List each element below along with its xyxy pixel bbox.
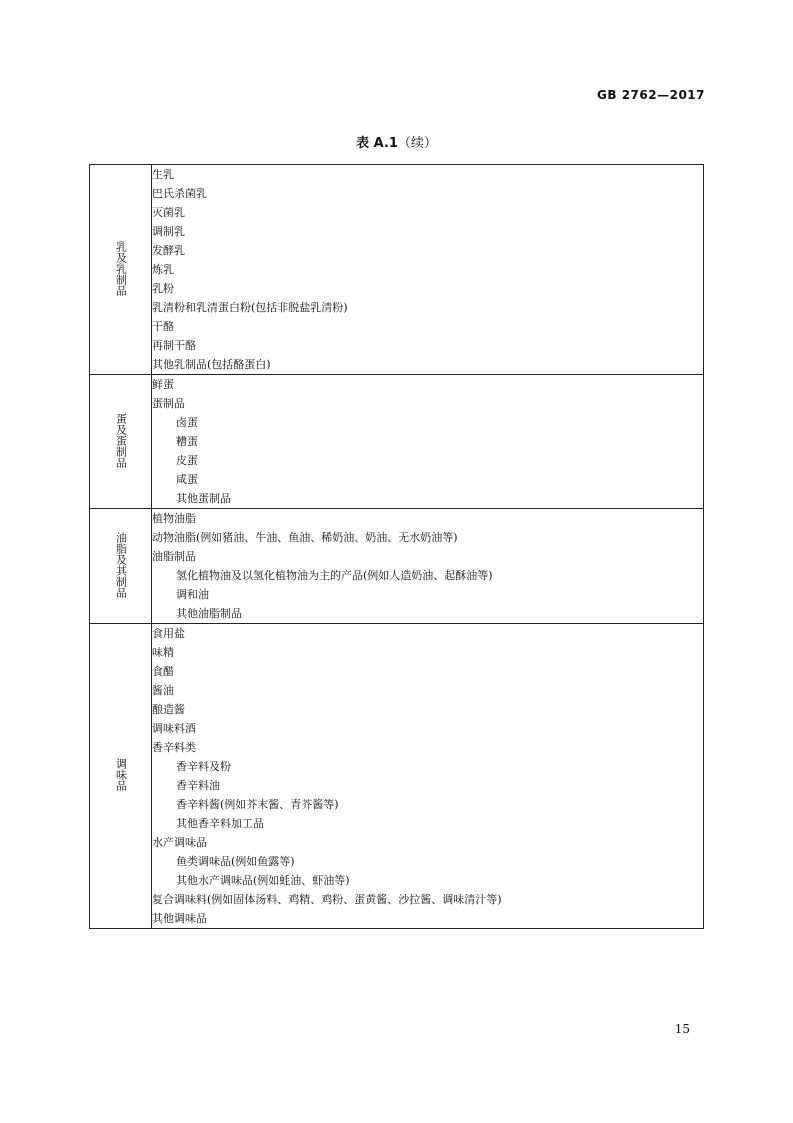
standard-code: GB 2762—2017 (597, 88, 705, 102)
list-item: 动物油脂(例如猪油、牛油、鱼油、稀奶油、奶油、无水奶油等) (152, 531, 458, 544)
list-item: 其他调味品 (152, 912, 207, 925)
list-item: 香辛料类 (152, 741, 196, 754)
category-cell (90, 509, 152, 624)
category-label: 油脂及其制品 (114, 531, 128, 598)
category-label: 乳及乳制品 (114, 240, 128, 296)
list-item: 酿造酱 (152, 703, 185, 716)
list-item: 复合调味料(例如固体汤料、鸡精、鸡粉、蛋黄酱、沙拉酱、调味清汁等) (152, 893, 502, 906)
sub-item: 香辛料及粉 (176, 760, 231, 773)
category-cell (90, 375, 152, 509)
list-item: 水产调味品 (152, 836, 207, 849)
sub-item: 氢化植物油及以氢化植物油为主的产品(例如人造奶油、起酥油等) (176, 569, 493, 582)
list-item: 再制干酪 (152, 339, 196, 352)
sub-item: 糟蛋 (176, 435, 198, 448)
sub-item: 调和油 (176, 588, 209, 601)
list-item: 其他乳制品(包括酪蛋白) (152, 358, 271, 371)
table-title-suffix: （续） (397, 136, 437, 151)
sub-item: 香辛料酱(例如芥末酱、青芥酱等) (176, 798, 339, 811)
sub-item: 鱼类调味品(例如鱼露等) (176, 855, 295, 868)
category-label: 蛋及蛋制品 (114, 412, 128, 468)
sub-item: 皮蛋 (176, 454, 198, 467)
table-title-label: 表 A.1 (356, 136, 398, 151)
items-cell (152, 509, 704, 624)
table-row (90, 165, 704, 375)
sub-item: 其他油脂制品 (176, 607, 242, 620)
sub-item: 香辛料油 (176, 779, 220, 792)
list-item: 调制乳 (152, 225, 185, 238)
table-body (90, 165, 704, 929)
food-category-table (89, 164, 704, 929)
list-item: 乳粉 (152, 282, 174, 295)
items-cell (152, 165, 704, 375)
sub-item: 其他蛋制品 (176, 492, 231, 505)
table-row (90, 624, 704, 929)
list-item: 灭菌乳 (152, 206, 185, 219)
list-item: 乳清粉和乳清蛋白粉(包括非脱盐乳清粉) (152, 301, 348, 314)
items-cell (152, 624, 704, 929)
list-item: 炼乳 (152, 263, 174, 276)
sub-item: 其他香辛料加工品 (176, 817, 264, 830)
category-cell (90, 624, 152, 929)
list-item: 发酵乳 (152, 244, 185, 257)
table-row (90, 509, 704, 624)
table-title (0, 132, 793, 151)
list-item: 生乳 (152, 168, 174, 181)
table-row (90, 375, 704, 509)
sub-item: 咸蛋 (176, 473, 198, 486)
list-item: 植物油脂 (152, 512, 196, 525)
sub-item: 其他水产调味品(例如蚝油、虾油等) (176, 874, 350, 887)
list-item: 味精 (152, 646, 174, 659)
items-cell (152, 375, 704, 509)
category-cell (90, 165, 152, 375)
list-item: 巴氏杀菌乳 (152, 187, 207, 200)
page-number: 15 (674, 1022, 690, 1036)
list-item: 食醋 (152, 665, 174, 678)
list-item: 调味料酒 (152, 722, 196, 735)
list-item: 鲜蛋 (152, 378, 174, 391)
list-item: 干酪 (152, 320, 174, 333)
category-label: 调味品 (114, 758, 128, 791)
list-item: 酱油 (152, 684, 174, 697)
list-item: 蛋制品 (152, 397, 185, 410)
list-item: 食用盐 (152, 627, 185, 640)
sub-item: 卤蛋 (176, 416, 198, 429)
list-item: 油脂制品 (152, 550, 196, 563)
